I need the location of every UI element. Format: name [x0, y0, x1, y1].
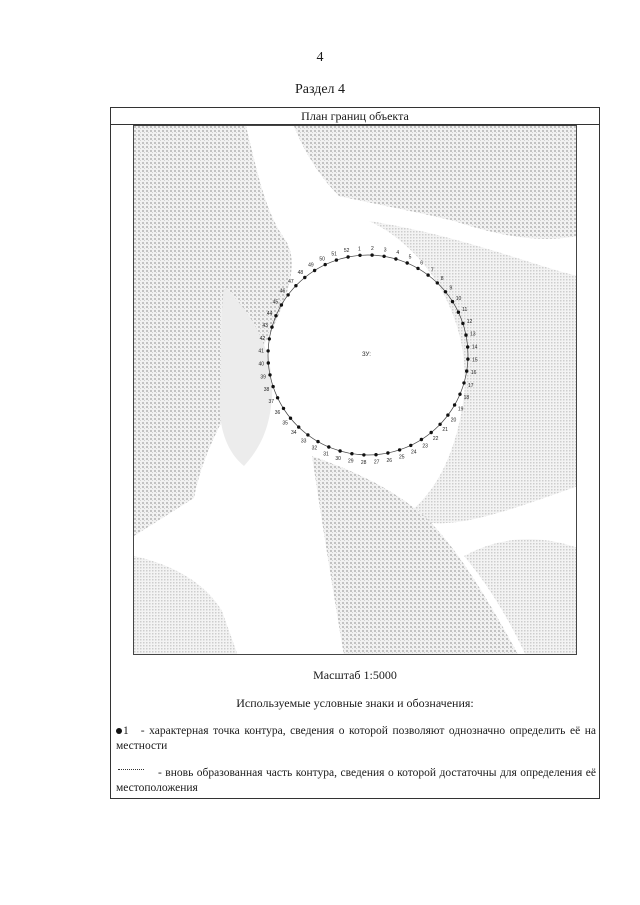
boundary-point-marker: [297, 425, 300, 428]
boundary-point-label: 7: [430, 267, 434, 274]
boundary-point-label: 5: [408, 254, 412, 261]
boundary-point-label: 11: [462, 307, 468, 314]
boundary-point-label: 38: [263, 386, 270, 393]
boundary-point-label: 23: [422, 443, 428, 450]
boundary-point-marker: [374, 453, 377, 456]
boundary-point-label: 6: [420, 260, 423, 267]
boundary-point-marker: [358, 254, 361, 257]
boundary-point-marker: [386, 451, 389, 454]
boundary-point-marker: [327, 445, 330, 448]
boundary-point-label: 20: [450, 417, 457, 424]
boundary-point-marker: [280, 303, 283, 306]
boundary-point-label: 50: [319, 256, 325, 263]
boundary-point-marker: [464, 333, 467, 336]
map-area: [133, 125, 577, 655]
boundary-point-label: 27: [373, 459, 380, 466]
boundary-point-label: 40: [258, 361, 265, 368]
boundary-point-label: 33: [300, 438, 307, 445]
boundary-point-label: 52: [343, 248, 350, 255]
boundary-point-marker: [316, 440, 319, 443]
boundary-point-marker: [446, 413, 449, 416]
boundary-point-label: 9: [449, 285, 453, 292]
boundary-point-label: 39: [260, 374, 266, 381]
boundary-point-label: 8: [440, 275, 444, 282]
boundary-point-label: 44: [266, 311, 273, 317]
boundary-point-marker: [416, 267, 419, 270]
boundary-point-label: 22: [432, 435, 439, 442]
boundary-point-label: 47: [288, 278, 294, 285]
boundary-point-marker: [270, 325, 273, 328]
boundary-point-marker: [398, 448, 401, 451]
boundary-point-label: 2: [371, 246, 374, 253]
legend-item-point: [116, 724, 596, 754]
boundary-point-marker: [420, 438, 423, 441]
boundary-point-label: 35: [282, 420, 288, 427]
boundary-point-label: 45: [272, 299, 279, 306]
boundary-point-label: 13: [470, 331, 476, 338]
boundary-point-label: 41: [258, 348, 264, 355]
boundary-point-label: 19: [457, 406, 464, 413]
boundary-point-label: 48: [297, 270, 304, 277]
boundary-point-label: 46: [279, 288, 286, 295]
boundary-point-marker: [346, 255, 349, 258]
boundary-point-label: 28: [360, 459, 367, 466]
boundary-point-marker: [286, 293, 289, 296]
legend-line-text: - вновь образованная часть контура, сведения о которой достаточны для определения её местоположения: [116, 767, 596, 794]
boundary-point-label: 43: [262, 323, 268, 330]
boundary-point-marker: [289, 417, 292, 420]
boundary-point-label: 49: [308, 262, 314, 269]
boundary-point-label: 24: [411, 449, 417, 456]
plan-title: План границ объекта: [111, 108, 599, 125]
parcel-label: ЗУ:: [362, 352, 371, 358]
boundary-point-marker: [268, 337, 271, 340]
boundary-point-marker: [266, 349, 269, 352]
boundary-point-marker: [338, 449, 341, 452]
boundary-point-marker: [466, 345, 469, 348]
boundary-point-label: 16: [470, 370, 477, 377]
boundary-point-label: 25: [399, 454, 405, 461]
boundary-point-marker: [462, 381, 465, 384]
boundary-point-label: 15: [472, 357, 478, 364]
boundary-point-label: 3: [383, 247, 387, 254]
boundary-point-label: 14: [471, 344, 478, 351]
boundary-point-marker: [436, 281, 439, 284]
boundary-point-marker: [406, 261, 409, 264]
boundary-point-label: 17: [468, 382, 474, 389]
boundary-point-marker: [461, 322, 464, 325]
point-marker-icon: [116, 728, 122, 734]
boundary-point-label: 10: [455, 295, 462, 302]
boundary-point-label: 34: [291, 430, 297, 437]
boundary-point-marker: [276, 396, 279, 399]
dotted-line-icon: [118, 769, 144, 770]
boundary-point-label: 42: [259, 335, 266, 342]
map-canvas: [134, 126, 577, 655]
boundary-point-marker: [267, 361, 270, 364]
boundary-point-marker: [274, 314, 277, 317]
legend-point-number: 1: [123, 725, 129, 737]
legend-item-line: [116, 766, 596, 796]
boundary-point-marker: [271, 385, 274, 388]
boundary-point-marker: [453, 403, 456, 406]
map-scale: Масштаб 1:5000: [313, 668, 397, 682]
plan-frame: [110, 107, 600, 799]
legend-title: Используемые условные знаки и обозначения:: [236, 696, 474, 710]
boundary-point-label: 4: [396, 250, 400, 257]
boundary-point-marker: [394, 257, 397, 260]
boundary-point-marker: [268, 373, 271, 376]
boundary-point-marker: [409, 444, 412, 447]
boundary-point-marker: [382, 255, 385, 258]
boundary-point-marker: [444, 290, 447, 293]
boundary-point-label: 32: [311, 445, 318, 452]
boundary-point-marker: [430, 431, 433, 434]
boundary-point-marker: [324, 263, 327, 266]
boundary-point-marker: [426, 273, 429, 276]
boundary-point-label: 12: [466, 319, 473, 326]
boundary-point-marker: [282, 407, 285, 410]
boundary-point-marker: [362, 453, 365, 456]
boundary-point-label: 51: [331, 251, 337, 258]
boundary-point-marker: [457, 311, 460, 314]
boundary-point-label: 36: [274, 410, 281, 417]
boundary-point-label: 31: [323, 451, 329, 458]
boundary-point-marker: [335, 258, 338, 261]
boundary-point-label: 26: [386, 457, 393, 464]
boundary-point-label: 30: [335, 455, 341, 462]
boundary-point-label: 21: [442, 427, 448, 434]
boundary-point-marker: [306, 433, 309, 436]
map-background: [134, 126, 577, 655]
boundary-point-marker: [466, 357, 469, 360]
boundary-point-label: 18: [463, 395, 470, 401]
legend-point-text: - характерная точка контура, сведения о которой позволяют однозначно определить её на местности: [116, 725, 596, 752]
boundary-point-marker: [350, 452, 353, 455]
boundary-point-label: 1: [358, 246, 361, 253]
boundary-point-marker: [370, 253, 373, 256]
boundary-point-marker: [303, 276, 306, 279]
page-number: 4: [316, 50, 324, 65]
boundary-point-label: 37: [268, 398, 275, 405]
boundary-point-marker: [438, 423, 441, 426]
boundary-point-label: 29: [348, 458, 354, 465]
boundary-point-marker: [294, 284, 297, 287]
boundary-point-marker: [458, 393, 461, 396]
boundary-point-marker: [465, 369, 468, 372]
section-title: Раздел 4: [294, 82, 346, 97]
boundary-point-marker: [313, 269, 316, 272]
boundary-point-marker: [451, 300, 454, 303]
